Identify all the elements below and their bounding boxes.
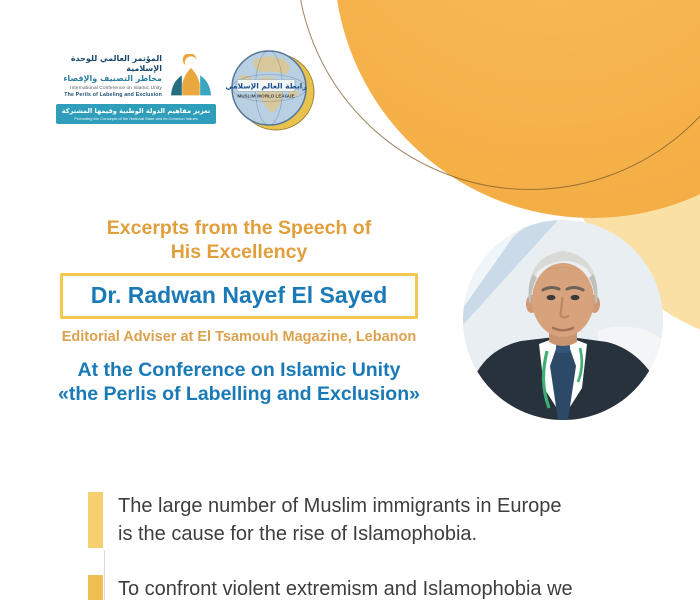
speaker-portrait-photo (463, 220, 663, 420)
conference-logo-arabic-title-1: المؤتمر العالمي للوحدة الإسلامية (70, 54, 162, 73)
quotes-section (88, 492, 668, 600)
quote-item (88, 492, 668, 548)
conference-logo-banner (56, 104, 216, 124)
quote-text: To confront violent extremism and Islamophobia we (118, 578, 573, 600)
mwl-arabic-name: رابطة العالم الإسلامي (225, 81, 307, 91)
conference-logo-english-title-2: The Perils of Labeling and Exclusion (64, 92, 162, 98)
speaker-name: Dr. Radwan Nayef El Sayed (90, 282, 388, 308)
quote-item (88, 575, 668, 600)
heading-line-1: Excerpts from the Speech of (106, 217, 372, 239)
mwl-english-name: MUSLIM WORLD LEAGUE (237, 93, 295, 99)
conference-logo-text (60, 54, 162, 99)
mosque-dome-crescent-icon (166, 54, 216, 100)
conference-banner-english: Promoting the Concepts of the National State and its Common Values (74, 116, 198, 121)
speaker-name-box (60, 273, 419, 319)
conference-logo-row (56, 54, 216, 100)
conference-title-line-2: «the Perlis of Labelling and Exclusion» (58, 383, 420, 405)
speaker-role: Editorial Adviser at El Tsamouh Magazine, Lebanon (61, 329, 417, 345)
quote-accent-bar (88, 492, 103, 548)
quote-accent-bar (88, 575, 103, 600)
muslim-world-league-logo (224, 48, 322, 132)
conference-logo-english-title-1: International Conference on Islamic Unity (70, 86, 162, 91)
conference-banner-arabic: تعزيز مفاهيم الدولة الوطنية وقيمها المشتركة (61, 107, 211, 115)
outlined-circle-decoration (296, 0, 700, 190)
conference-title-line-1: At the Conference on Islamic Unity (77, 359, 401, 381)
conference-logo-arabic-title-2: مخاطر التصنيف والإقصاء (63, 74, 162, 83)
heading-line-2: His Excellency (170, 241, 308, 263)
portrait-illustration (463, 220, 663, 420)
quote-text: The large number of Muslim immigrants in Europe is the cause for the rise of Islamophobia. (118, 495, 562, 545)
conference-logo (56, 54, 216, 124)
headings-block (8, 216, 470, 406)
